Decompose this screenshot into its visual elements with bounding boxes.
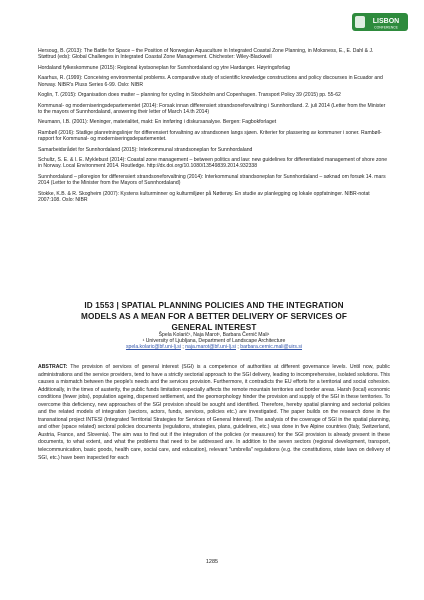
abstract [38,364,390,462]
author-block [38,332,390,351]
reference-list [38,48,390,207]
reference-item: Hordaland fylkeskommune (2015): Regional kystsoneplan for Sunnhordaland og ytre Hardanger. Høyringsforlag [38,64,290,71]
author-affiliation: ¹ University of Ljubljana, Department of Landscape Architecture [142,338,286,345]
abstract-text: The provision of services of general interest (SGI) is a competence of authorities at different governance levels. Until now, public administrations and the service providers, tend to have a strictly sectorial approach to the SGI delivery, leading to incomprehensive, isolated solutions. This causes a mismatch between the people's needs and the services provision. Furthermore, it contradicts the EU efforts for a territorial and social cohesion. Additionally, in the times of austerity, the public funds limitation especially affects the remote mountain territories and border areas. Harsh (local) economic conditions (fewer jobs), population ageing, dispersed settlement, and the geomorphology hinder the provision and supply of the SGI in these territories. To overcome this deficiency, new approaches of the SGI provision should be sought and identified. Therefore, hereby spatial planning and sectorial policies and the related models of integration (sectors, actors, funds, services, policies etc.) are investigated. The paper builds on the research done in the transnational project INTESI (Integrated Territorial Strategies for Services of General Interest). The analysis of the coverage of SGI in the spatial planning, and other (space related) sectoral policies documents (regulations, strategies, plans, guidelines, etc.) was done in five Alpine countries (Italy, Switzerland, Austria, France, and Slovenia). The aim was to find out if the integration of the policies (or measures) for the SGI provision is already present in these documents, to what extent, and what the problems that need to be addressed are. In addition to the seven sectors (regional development, transport, telecommunication, basic goods, health care, social care, and education), relevant "umbrella" regulations (e.g. the constitutions, state laws on delivery of SGI, etc.) have been inspected for each [38,364,390,461]
reference-item: Koglin, T. (2015): Organisation does matter – planning for cycling in Stockholm and Copenhagen. Transport Policy 39 (2015) pp. 55-62 [38,92,341,99]
reference-item: Samarbeidsrådet for Sunnhordaland (2015): Interkommunal strandsoneplan for Sunnhordaland [38,146,253,153]
author-emails [38,344,390,350]
logo-text: LISBON [372,18,400,25]
reference-item: Kommunal- og moderniseringsdepartementet (2014): Forsak innan differensiert strandsoneforvaltning i Sunnhordland. 2. juli 2014 (Letter from the Minister to the mayors of Sunnhordaland, answering their letter of March 14.th 2014) [38,102,386,115]
paper-title-line: GENERAL INTEREST [171,323,257,333]
email-link[interactable]: barbara.cernic.mali@uirs.si [240,344,303,351]
email-separator: ; [235,344,241,351]
abstract-label: ABSTRACT: [38,364,68,370]
paper-title-line: MODELS AS A MEAN FOR A BETTER DELIVERY OF SERVICES OF [80,312,348,322]
reference-item: Hersoug, B. (2013): The Battle for Space – the Position of Norwegian Aquaculture in Integrated Coastal Zone Planning, in Moksness, E., E. Dahl & J. Støttrud (eds): Global Challenges in Integrated Coastal Zone Management. Chichester: Wiley-Blackwell [38,48,374,61]
email-separator: ; [180,344,186,351]
reference-item: Sunnhordaland – piloregion for differensiert strandsoneforvaltning (2014): Interkommunal strandsoneplan for Sunnhordaland – søknad om forsøk 14. mars 2014 (Letter to the Minister from the Mayors of Sunnhordaland) [38,173,386,187]
email-link[interactable]: spela.kolaric@bf.uni-lj.si [125,344,181,351]
page-number: 1285 [205,559,219,565]
reference-item: Neumann, I.B. (2001): Meninger, materialitet, makt: En innføring i diskursanalyse. Bergen: Fagbokforlaget [38,119,277,126]
author-names: Špela Kolarič¹, Naja Marot¹, Barbara Černič Mali¹ [158,332,270,338]
reference-item: Kaarhus, R. (1999): Conceiving environmental problems. A comparative study of scientific knowledge constructions and policy discourses in Ecuador and Norway. NIBR's Pluss Series 6-99. Oslo: NIBR [38,75,383,88]
paper-title [38,300,390,334]
email-link[interactable]: naja.marot@bf.uni-lj.si [185,344,236,351]
reference-item: Rambøll (2016): Statlige planretningslinjer for differensiert forvaltning av strandsonen langs sjøen. Kriterier for plassering av kommuner i soner. Rambøll-rapport for Kommunal- og moderniseringsdepartementet. [38,129,382,143]
conference-logo [352,11,408,33]
paper-title-line: ID 1553 | SPATIAL PLANNING POLICIES AND THE INTEGRATION [84,301,344,310]
reference-item: Schultz, S. E. & I. E. Myklebust (2014): Coastal zone management – between politics and law: new guidelines for differentiated management of shore zone in Norway. Local Environment 2014. Routledge. http://dx.doi.org/10.1080/13549839.2014.932338 [38,157,388,170]
logo-emblem [355,16,365,28]
logo-subtext: CONFERENCE [374,25,398,30]
reference-item: Stokke, K.B. & R. Skogheim (2007): Kystens kulturminner og kulturmiljøer på Nøtterøy. En studie av planlegging og lokale oppfatninger. NIBR-notat 2007:108. Oslo: NIBR [38,190,370,203]
